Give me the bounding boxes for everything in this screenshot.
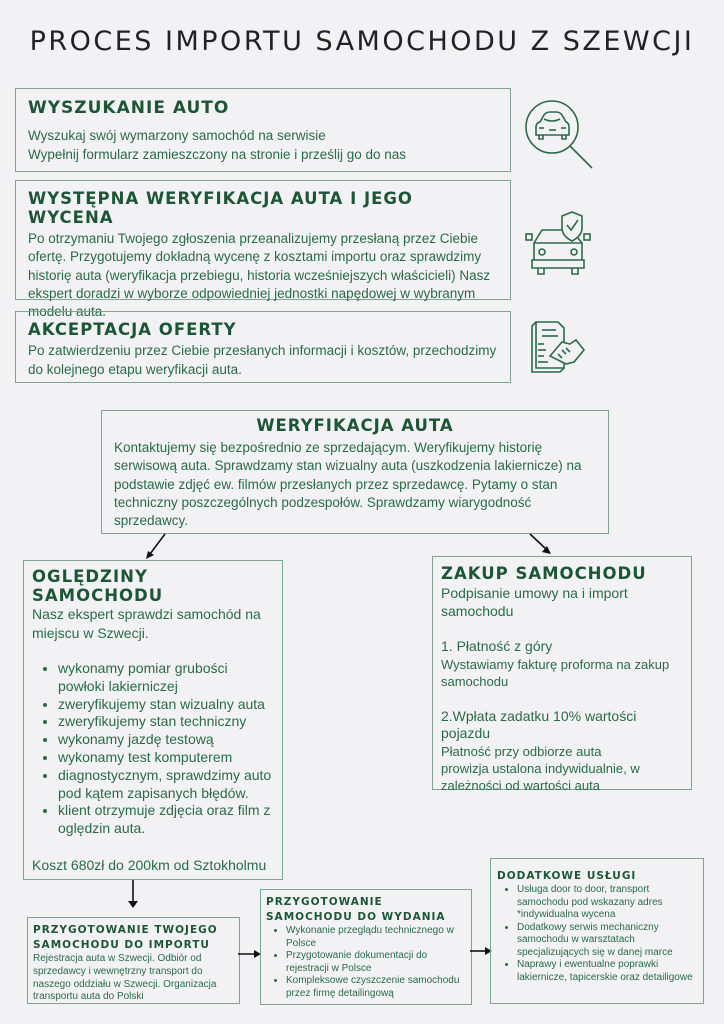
step-inspection: [23, 560, 283, 880]
arrow-right: [238, 948, 262, 960]
list-item: • wykonamy jazdę testową: [58, 731, 274, 749]
step-search: [15, 88, 511, 172]
list-item: • zweryfikujemy stan techniczny: [58, 713, 274, 731]
payment-option-text: Płatność przy odbiorze auta: [441, 743, 602, 759]
step-line: Wypełnij formularz zamieszczony na stronie i prześlij go do nas: [28, 146, 407, 162]
list-item: • wykonamy pomiar grubości powłoki lakierniczej: [58, 660, 274, 696]
list-item: • wykonamy test komputerem: [58, 749, 274, 767]
payment-option-text: Wystawiamy fakturę proforma na zakup samochodu: [441, 656, 670, 689]
step-offer-acceptance: [15, 311, 511, 383]
car-shield-icon: [522, 208, 594, 280]
step-text: Kontaktujemy się bezpośrednio ze sprzedającym. Weryfikujemy historię serwisową auta. Sprawdzamy stan wizualny auta (uszkodzenia lakiernicze) na podstawie zdjęć ew. filmów przesłanych przez sprzedawcę. Pytamy o stan techniczny poszczególnych podzespołów. Sprawdzamy wiarygodność sprzedawcy.: [114, 440, 582, 529]
purchase-intro: Podpisanie umowy na i import samochodu: [441, 585, 628, 619]
payment-option-title: 2.Wpłata zadatku 10% wartości pojazdu: [441, 707, 637, 741]
step-heading: PRZYGOTOWANIE TWOJEGO SAMOCHODU DO IMPORTU: [33, 924, 218, 951]
list-item: • Dodatkowy serwis mechaniczny samochodu w warsztatach specjalizujących się w danej marce: [517, 922, 697, 960]
step-initial-verification: [15, 180, 511, 320]
step-heading: DODATKOWE USŁUGI: [497, 870, 637, 882]
arrow-down-left: [140, 532, 170, 562]
step-text: Rejestracja auta w Szwecji. Odbiór od sprzedawcy i wewnętrzny transport do naszego oddziału w Szwecji. Organizacja transportu auta do Polski: [33, 953, 217, 1003]
list-item: • zweryfikujemy stan wizualny auta: [58, 696, 274, 714]
step-heading: OGLĘDZINY SAMOCHODU: [32, 567, 164, 605]
list-item: • Naprawy i ewentualne poprawki lakiernicze, tapicerskie oraz detailigowe: [517, 959, 697, 984]
step-heading: AKCEPTACJA OFERTY: [28, 320, 237, 339]
list-item: • klient otrzymuje zdjęcia oraz film z oględzin auta.: [58, 802, 274, 838]
step-heading: ZAKUP SAMOCHODU: [441, 564, 647, 583]
step-line: Wyszukaj swój wymarzony samochód na serwisie: [28, 128, 326, 143]
step-prepare-import: [27, 917, 240, 1004]
step-heading: WERYFIKACJA AUTA: [256, 416, 454, 435]
step-purchase: [432, 556, 692, 793]
step-intro: Nasz ekspert sprawdzi samochód na miejscu w Szwecji.: [32, 606, 261, 641]
step-heading: WYSZUKANIE AUTO: [28, 98, 230, 118]
list-item: • Usługa door to door, transport samochodu pod wskazany adres *indywidualna wycena: [517, 884, 697, 922]
payment-option-text: prowizja ustalona indywidualnie, w zależności od wartości auta: [441, 760, 640, 793]
list-item: • Przygotowanie dokumentacji do rejestracji w Polsce: [286, 950, 466, 975]
step-text: Po zatwierdzeniu przez Ciebie przesłanych informacji i kosztów, przechodzimy do kolejnego etapu weryfikacji auta.: [28, 343, 497, 377]
list-item: • Kompleksowe czyszczenie samochodu przez firmę detailingową: [286, 975, 466, 1000]
page-title: PROCES IMPORTU SAMOCHODU Z SZEWCJI: [29, 26, 695, 57]
car-search-icon: [522, 97, 598, 173]
step-heading: PRZYGOTOWANIE SAMOCHODU DO WYDANIA: [266, 896, 446, 923]
list-item: • Wykonanie przeglądu technicznego w Polsce: [286, 925, 466, 950]
inspection-cost: Koszt 680zł do 200km od Sztokholmu: [32, 856, 267, 873]
step-text: Po otrzymaniu Twojego zgłoszenia przeanalizujemy przesłaną przez Ciebie ofertę. Przygotujemy dokładną wycenę z kosztami importu oraz sprawdzimy historię auta (weryfikacja przebiegu, historia wcześniejszych właścicieli) Nasz ekspert doradzi w wyborze odpowiedniej jednostki napędowej w wybranym modelu auta.: [28, 231, 491, 320]
step-car-verification: [101, 410, 609, 534]
step-additional-services: [490, 858, 704, 1004]
contract-handshake-icon: [528, 314, 590, 376]
arrow-down: [125, 880, 141, 910]
payment-option-title: 1. Płatność z góry: [441, 638, 553, 654]
list-item: • diagnostycznym, sprawdzimy auto pod kątem zapisanych błędów.: [58, 767, 274, 803]
step-heading: WYSTĘPNA WERYFIKACJA AUTA I JEGO WYCENA: [28, 189, 413, 227]
step-prepare-release: [260, 889, 472, 1005]
arrow-down-right: [528, 532, 554, 558]
